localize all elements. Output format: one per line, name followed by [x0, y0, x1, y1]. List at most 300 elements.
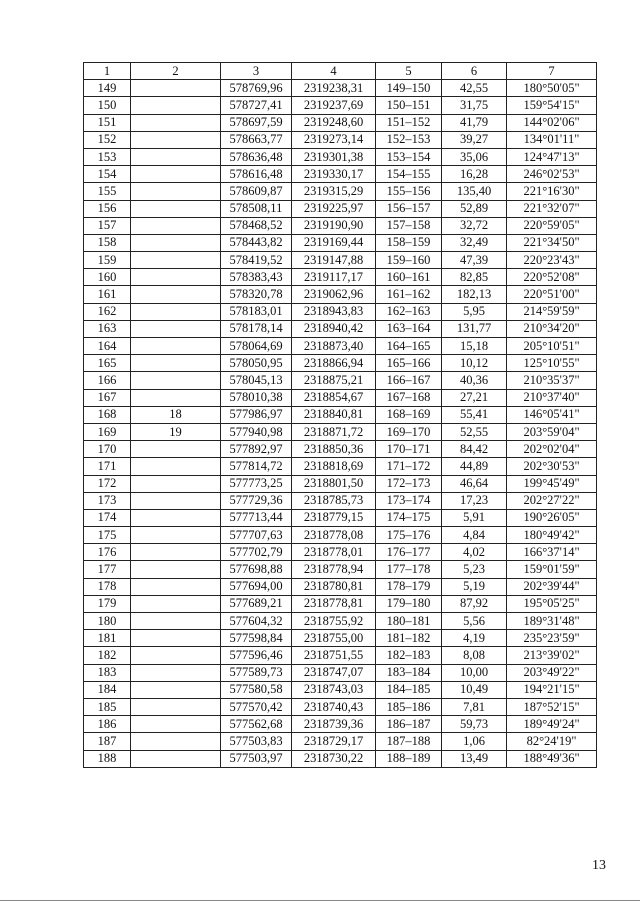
table-cell: 195°05'25": [507, 595, 597, 612]
table-cell: 153: [84, 148, 131, 165]
table-body: [84, 80, 597, 768]
table-row: [84, 441, 597, 458]
table-cell: [131, 733, 221, 750]
table-cell: 157: [84, 217, 131, 234]
table-cell: [131, 630, 221, 647]
table-cell: [131, 578, 221, 595]
table-cell: 577940,98: [221, 423, 292, 440]
table-cell: 172: [84, 475, 131, 492]
table-cell: 577689,21: [221, 595, 292, 612]
table-cell: 152–153: [376, 131, 442, 148]
table-row: [84, 458, 597, 475]
table-cell: [131, 458, 221, 475]
table-cell: 578697,59: [221, 114, 292, 131]
table-cell: 32,72: [442, 217, 507, 234]
table-cell: [131, 303, 221, 320]
table-cell: 152: [84, 131, 131, 148]
table-cell: 5,23: [442, 561, 507, 578]
table-cell: 170–171: [376, 441, 442, 458]
table-cell: 2318755,00: [292, 630, 376, 647]
table-cell: 578183,01: [221, 303, 292, 320]
table-cell: 2318785,73: [292, 492, 376, 509]
table-cell: [131, 527, 221, 544]
table-cell: 577596,46: [221, 647, 292, 664]
table-cell: 156–157: [376, 200, 442, 217]
table-cell: 175–176: [376, 527, 442, 544]
table-cell: 180: [84, 613, 131, 630]
table-cell: 41,79: [442, 114, 507, 131]
table-cell: 220°23'43": [507, 252, 597, 269]
table-cell: 205°10'51": [507, 338, 597, 355]
table-cell: 176–177: [376, 544, 442, 561]
table-cell: 577892,97: [221, 441, 292, 458]
table-cell: 2319062,96: [292, 286, 376, 303]
table-cell: 155–156: [376, 183, 442, 200]
table-cell: [131, 544, 221, 561]
table-cell: 149: [84, 80, 131, 97]
table-cell: 578727,41: [221, 97, 292, 114]
table-row: [84, 80, 597, 97]
table-row: [84, 492, 597, 509]
table-cell: 166: [84, 372, 131, 389]
column-header-1: 1: [84, 63, 131, 80]
table-cell: 577729,36: [221, 492, 292, 509]
table-cell: [131, 509, 221, 526]
table-cell: [131, 492, 221, 509]
table-cell: 577503,83: [221, 733, 292, 750]
table-cell: 166–167: [376, 372, 442, 389]
table-row: [84, 578, 597, 595]
table-row: [84, 355, 597, 372]
coordinates-table: [83, 62, 597, 768]
table-cell: 189°49'24": [507, 716, 597, 733]
table-cell: 2319225,97: [292, 200, 376, 217]
table-cell: [131, 217, 221, 234]
table-cell: 183: [84, 664, 131, 681]
table-cell: 2318755,92: [292, 613, 376, 630]
table-cell: 17,23: [442, 492, 507, 509]
table-cell: 181–182: [376, 630, 442, 647]
table-cell: 164: [84, 338, 131, 355]
table-cell: 170: [84, 441, 131, 458]
table-cell: 577702,79: [221, 544, 292, 561]
table-cell: 2318780,81: [292, 578, 376, 595]
table-cell: 2319301,38: [292, 148, 376, 165]
table-cell: 2318871,72: [292, 423, 376, 440]
table-cell: 2318729,17: [292, 733, 376, 750]
table-cell: 188: [84, 750, 131, 767]
table-cell: 19: [131, 423, 221, 440]
table-row: [84, 475, 597, 492]
bottom-rule: [0, 900, 640, 901]
table-row: [84, 389, 597, 406]
table-cell: 171: [84, 458, 131, 475]
table-cell: 154–155: [376, 166, 442, 183]
table-cell: 173–174: [376, 492, 442, 509]
table-cell: 180–181: [376, 613, 442, 630]
table-cell: 578468,52: [221, 217, 292, 234]
table-cell: 82,85: [442, 269, 507, 286]
table-cell: 5,19: [442, 578, 507, 595]
table-cell: 578616,48: [221, 166, 292, 183]
table-row: [84, 544, 597, 561]
table-cell: 2318850,36: [292, 441, 376, 458]
table-cell: 5,95: [442, 303, 507, 320]
table-cell: 220°59'05": [507, 217, 597, 234]
table-cell: [131, 148, 221, 165]
table-cell: 178: [84, 578, 131, 595]
table-cell: 176: [84, 544, 131, 561]
table-cell: 577570,42: [221, 698, 292, 715]
table-row: [84, 131, 597, 148]
table-cell: 2318740,43: [292, 698, 376, 715]
page-number: 13: [592, 858, 606, 873]
table-cell: 2318779,15: [292, 509, 376, 526]
table-cell: 167–168: [376, 389, 442, 406]
table-cell: 2318940,42: [292, 320, 376, 337]
table-row: [84, 750, 597, 767]
table-cell: [131, 647, 221, 664]
table-cell: 4,19: [442, 630, 507, 647]
table-cell: 2318778,81: [292, 595, 376, 612]
table-cell: 221°34'50": [507, 234, 597, 251]
table-cell: 166°37'14": [507, 544, 597, 561]
table-cell: 169: [84, 423, 131, 440]
table-cell: 2318801,50: [292, 475, 376, 492]
table-cell: 2319117,17: [292, 269, 376, 286]
table-cell: [131, 441, 221, 458]
table-row: [84, 595, 597, 612]
table-cell: 146°05'41": [507, 406, 597, 423]
table-cell: 174: [84, 509, 131, 526]
table-cell: 87,92: [442, 595, 507, 612]
table-row: [84, 406, 597, 423]
table-cell: 577814,72: [221, 458, 292, 475]
table-cell: [131, 681, 221, 698]
column-header-6: 6: [442, 63, 507, 80]
table-row: [84, 527, 597, 544]
table-cell: 165–166: [376, 355, 442, 372]
table-cell: 2318943,83: [292, 303, 376, 320]
table-row: [84, 733, 597, 750]
table-cell: 186–187: [376, 716, 442, 733]
table-cell: [131, 561, 221, 578]
table-cell: 2318747,07: [292, 664, 376, 681]
table-cell: 577589,73: [221, 664, 292, 681]
table-cell: 2319237,69: [292, 97, 376, 114]
table-cell: 160–161: [376, 269, 442, 286]
table-cell: 578663,77: [221, 131, 292, 148]
table-cell: [131, 80, 221, 97]
table-cell: [131, 389, 221, 406]
table-cell: 134°01'11": [507, 131, 597, 148]
table-cell: [131, 320, 221, 337]
table-cell: 577773,25: [221, 475, 292, 492]
table-cell: 47,39: [442, 252, 507, 269]
table-cell: 162: [84, 303, 131, 320]
table-header: [84, 63, 597, 80]
column-header-2: 2: [131, 63, 221, 80]
table-cell: [131, 355, 221, 372]
table-cell: 153–154: [376, 148, 442, 165]
table-cell: [131, 372, 221, 389]
table-cell: 182: [84, 647, 131, 664]
table-cell: 577986,97: [221, 406, 292, 423]
table-row: [84, 630, 597, 647]
table-cell: 578609,87: [221, 183, 292, 200]
table-cell: [131, 664, 221, 681]
table-cell: 2319330,17: [292, 166, 376, 183]
table-cell: 183–184: [376, 664, 442, 681]
table-cell: [131, 475, 221, 492]
table-cell: 156: [84, 200, 131, 217]
table-row: [84, 423, 597, 440]
table-cell: 2318743,03: [292, 681, 376, 698]
table-cell: 163: [84, 320, 131, 337]
table-cell: 1,06: [442, 733, 507, 750]
table-cell: [131, 698, 221, 715]
table-cell: 578636,48: [221, 148, 292, 165]
table-cell: 220°52'08": [507, 269, 597, 286]
table-cell: 189°31'48": [507, 613, 597, 630]
table-cell: 8,08: [442, 647, 507, 664]
table-cell: 42,55: [442, 80, 507, 97]
table-cell: [131, 252, 221, 269]
table-cell: [131, 595, 221, 612]
table-cell: 39,27: [442, 131, 507, 148]
table-cell: 2319190,90: [292, 217, 376, 234]
table-row: [84, 166, 597, 183]
table-cell: 13,49: [442, 750, 507, 767]
table-cell: 578320,78: [221, 286, 292, 303]
table-cell: 44,89: [442, 458, 507, 475]
table-cell: 180°50'05": [507, 80, 597, 97]
table-cell: 82°24'19": [507, 733, 597, 750]
table-cell: 214°59'59": [507, 303, 597, 320]
table-cell: 59,73: [442, 716, 507, 733]
table-cell: 175: [84, 527, 131, 544]
table-cell: 182,13: [442, 286, 507, 303]
table-cell: [131, 716, 221, 733]
table-cell: 159–160: [376, 252, 442, 269]
table-cell: 2319169,44: [292, 234, 376, 251]
table-cell: 194°21'15": [507, 681, 597, 698]
table-cell: [131, 338, 221, 355]
table-cell: 202°30'53": [507, 458, 597, 475]
table-cell: 2318739,36: [292, 716, 376, 733]
table-cell: 158–159: [376, 234, 442, 251]
table-cell: 2319273,14: [292, 131, 376, 148]
table-cell: 188°49'36": [507, 750, 597, 767]
table-cell: 221°16'30": [507, 183, 597, 200]
table-cell: 578508,11: [221, 200, 292, 217]
table-cell: 577562,68: [221, 716, 292, 733]
table-cell: 10,12: [442, 355, 507, 372]
column-header-7: 7: [507, 63, 597, 80]
table-cell: 202°39'44": [507, 578, 597, 595]
table-cell: 27,21: [442, 389, 507, 406]
column-header-4: 4: [292, 63, 376, 80]
table-cell: 577694,00: [221, 578, 292, 595]
table-cell: 173: [84, 492, 131, 509]
table-cell: 578443,82: [221, 234, 292, 251]
table-cell: 2318840,81: [292, 406, 376, 423]
table-cell: 171–172: [376, 458, 442, 475]
table-cell: 2318778,01: [292, 544, 376, 561]
table-cell: 149–150: [376, 80, 442, 97]
table-cell: 4,02: [442, 544, 507, 561]
table-cell: [131, 200, 221, 217]
column-header-3: 3: [221, 63, 292, 80]
table-cell: 164–165: [376, 338, 442, 355]
table-cell: 2318873,40: [292, 338, 376, 355]
table-cell: 158: [84, 234, 131, 251]
table-cell: 2318778,08: [292, 527, 376, 544]
table-cell: [131, 234, 221, 251]
table-cell: 246°02'53": [507, 166, 597, 183]
table-cell: 210°34'20": [507, 320, 597, 337]
table-row: [84, 148, 597, 165]
table-cell: 2319248,60: [292, 114, 376, 131]
table-cell: 2318751,55: [292, 647, 376, 664]
table-cell: 203°49'22": [507, 664, 597, 681]
table-cell: 578010,38: [221, 389, 292, 406]
table-cell: 577604,32: [221, 613, 292, 630]
table-cell: 168–169: [376, 406, 442, 423]
table-row: [84, 681, 597, 698]
table-cell: 15,18: [442, 338, 507, 355]
table-row: [84, 664, 597, 681]
table-cell: 165: [84, 355, 131, 372]
table-row: [84, 234, 597, 251]
table-cell: 578419,52: [221, 252, 292, 269]
table-cell: 52,55: [442, 423, 507, 440]
table-cell: 177–178: [376, 561, 442, 578]
table-cell: 16,28: [442, 166, 507, 183]
table-cell: 577598,84: [221, 630, 292, 647]
table-row: [84, 217, 597, 234]
table-cell: 177: [84, 561, 131, 578]
table-cell: 5,91: [442, 509, 507, 526]
table-cell: 235°23'59": [507, 630, 597, 647]
table-cell: 2318854,67: [292, 389, 376, 406]
table-cell: 190°26'05": [507, 509, 597, 526]
table-cell: 159: [84, 252, 131, 269]
table-cell: 162–163: [376, 303, 442, 320]
table-cell: 55,41: [442, 406, 507, 423]
table-row: [84, 372, 597, 389]
table-cell: [131, 114, 221, 131]
table-row: [84, 509, 597, 526]
table-cell: 199°45'49": [507, 475, 597, 492]
table-cell: 52,89: [442, 200, 507, 217]
table-cell: 31,75: [442, 97, 507, 114]
table-cell: 155: [84, 183, 131, 200]
table-row: [84, 286, 597, 303]
table-row: [84, 698, 597, 715]
table-row: [84, 200, 597, 217]
table-cell: 160: [84, 269, 131, 286]
table-cell: 2319315,29: [292, 183, 376, 200]
table-cell: 7,81: [442, 698, 507, 715]
table-cell: 2318730,22: [292, 750, 376, 767]
table-cell: 2318818,69: [292, 458, 376, 475]
table-cell: 578383,43: [221, 269, 292, 286]
table-row: [84, 114, 597, 131]
table-cell: 213°39'02": [507, 647, 597, 664]
table-row: [84, 561, 597, 578]
table-cell: [131, 97, 221, 114]
table-cell: 187°52'15": [507, 698, 597, 715]
table-cell: 220°51'00": [507, 286, 597, 303]
table-cell: 184–185: [376, 681, 442, 698]
table-cell: 154: [84, 166, 131, 183]
table-cell: [131, 286, 221, 303]
table-cell: 151–152: [376, 114, 442, 131]
table-cell: 578178,14: [221, 320, 292, 337]
table-cell: 144°02'06": [507, 114, 597, 131]
table-cell: 185–186: [376, 698, 442, 715]
table-cell: 185: [84, 698, 131, 715]
table-cell: 2318875,21: [292, 372, 376, 389]
table-cell: 174–175: [376, 509, 442, 526]
table-cell: 210°35'37": [507, 372, 597, 389]
table-cell: 32,49: [442, 234, 507, 251]
table-row: [84, 338, 597, 355]
table-cell: 187–188: [376, 733, 442, 750]
table-cell: 84,42: [442, 441, 507, 458]
table-cell: 124°47'13": [507, 148, 597, 165]
table-cell: 169–170: [376, 423, 442, 440]
table-cell: 578045,13: [221, 372, 292, 389]
table-cell: [131, 166, 221, 183]
table-cell: 135,40: [442, 183, 507, 200]
table-row: [84, 269, 597, 286]
table-cell: 578769,96: [221, 80, 292, 97]
table-cell: 161: [84, 286, 131, 303]
table-cell: 181: [84, 630, 131, 647]
table-row: [84, 252, 597, 269]
table-cell: [131, 750, 221, 767]
table-cell: 2319238,31: [292, 80, 376, 97]
table-cell: 178–179: [376, 578, 442, 595]
table-cell: 221°32'07": [507, 200, 597, 217]
table-cell: 577503,97: [221, 750, 292, 767]
table-cell: 35,06: [442, 148, 507, 165]
table-cell: 182–183: [376, 647, 442, 664]
table-cell: [131, 613, 221, 630]
table-cell: 131,77: [442, 320, 507, 337]
table-cell: 577580,58: [221, 681, 292, 698]
table-cell: 5,56: [442, 613, 507, 630]
table-cell: 2319147,88: [292, 252, 376, 269]
table-cell: 188–189: [376, 750, 442, 767]
table-cell: 578050,95: [221, 355, 292, 372]
table-cell: 2318778,94: [292, 561, 376, 578]
table-cell: 577707,63: [221, 527, 292, 544]
table-cell: 202°27'22": [507, 492, 597, 509]
table-cell: 577698,88: [221, 561, 292, 578]
table-cell: 186: [84, 716, 131, 733]
table-row: [84, 716, 597, 733]
table-cell: 210°37'40": [507, 389, 597, 406]
table-cell: 159°54'15": [507, 97, 597, 114]
table-cell: 10,49: [442, 681, 507, 698]
table-cell: 163–164: [376, 320, 442, 337]
table-cell: 18: [131, 406, 221, 423]
table-cell: 159°01'59": [507, 561, 597, 578]
table-row: [84, 303, 597, 320]
